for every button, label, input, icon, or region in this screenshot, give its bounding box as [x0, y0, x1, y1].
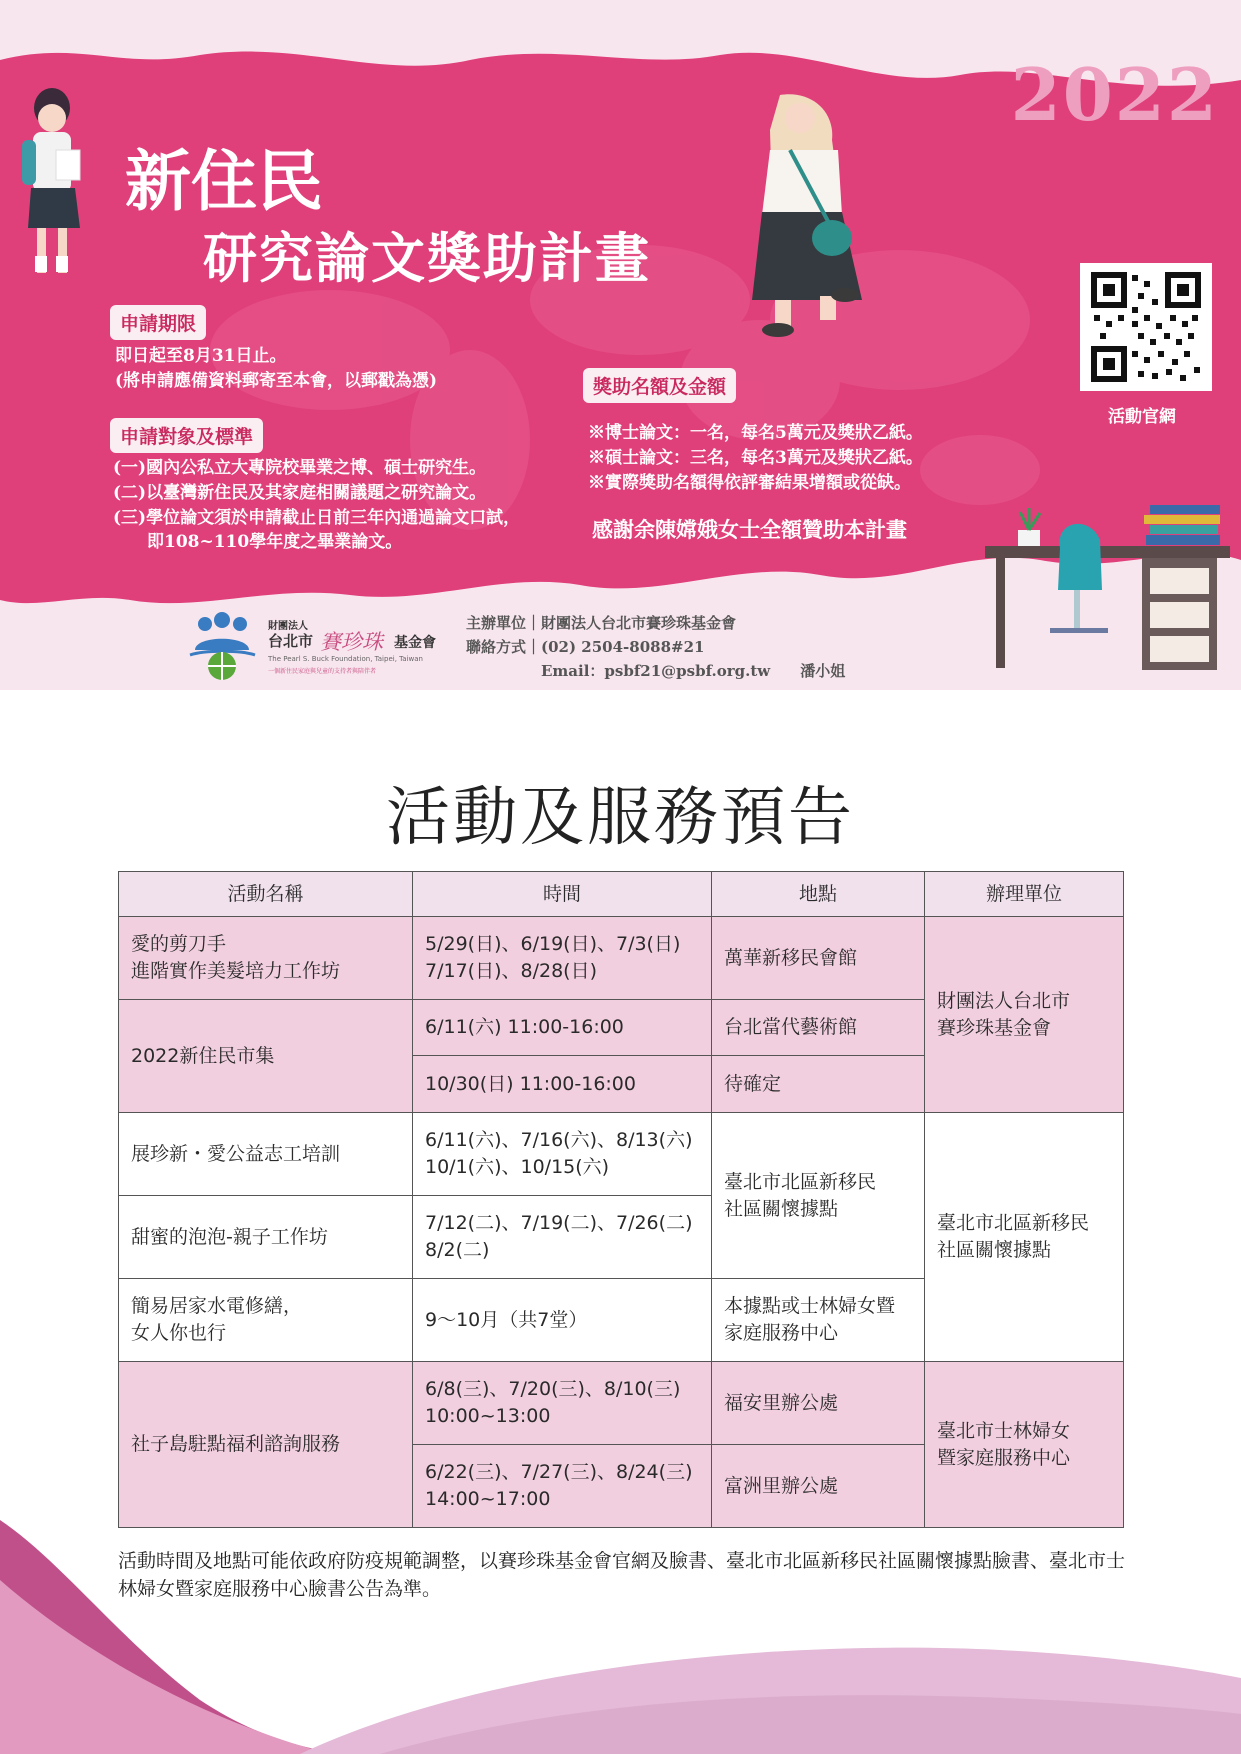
org-script-name: 賽珍珠 [320, 630, 383, 654]
activity-time: 5/29(日)、6/19(日)、7/3(日) 7/17(日)、8/28(日) [413, 917, 712, 1000]
eligibility-line: (二)以臺灣新住民及其家庭相關議題之研究論文。 [113, 483, 487, 503]
table-row [119, 917, 1124, 1000]
activity-name: 愛的剪刀手 進階實作美髮培力工作坊 [119, 917, 413, 1000]
eligibility-tag: 申請對象及標準 [110, 418, 263, 453]
header-activity: 活動名稱 [119, 872, 413, 917]
foundation-logo [185, 610, 260, 682]
activity-time: 6/22(三)、7/27(三)、8/24(三) 14:00~17:00 [413, 1445, 712, 1528]
sponsor-thanks: 感謝余陳嫦娥女士全額贊助本計畫 [592, 518, 907, 542]
activity-time: 6/11(六)、7/16(六)、8/13(六) 10/1(六)、10/15(六) [413, 1113, 712, 1196]
activity-place: 臺北市北區新移民 社區關懷據點 [712, 1113, 925, 1279]
eligibility-line: (一)國內公私立大專院校畢業之博、碩士研究生。 [113, 458, 487, 478]
activity-name: 簡易居家水電修繕， 女人你也行 [119, 1279, 413, 1362]
award-line: ※碩士論文：三名，每名3萬元及獎狀乙紙。 [588, 448, 923, 468]
activity-place: 本據點或士林婦女暨 家庭服務中心 [712, 1279, 925, 1362]
decorative-waves [0, 1500, 1241, 1754]
header-organizer: 辦理單位 [925, 872, 1124, 917]
activity-name: 甜蜜的泡泡-親子工作坊 [119, 1196, 413, 1279]
qr-code[interactable] [1080, 263, 1212, 391]
table-header-row [119, 872, 1124, 917]
foundation-logo-icon [185, 610, 260, 682]
banner-year: 2022 [1010, 52, 1219, 137]
banner [0, 0, 1241, 690]
activity-place: 台北當代藝術館 [712, 1000, 925, 1056]
activity-place: 萬華新移民會館 [712, 917, 925, 1000]
org-english-name: The Pearl S. Buck Foundation, Taipei, Taiwan [268, 655, 423, 663]
activity-place: 富洲里辦公處 [712, 1445, 925, 1528]
table-row [119, 1113, 1124, 1196]
schedule-table [118, 871, 1124, 1528]
email-info[interactable]: Email：psbf21@psbf.org.tw 潘小姐 [541, 662, 846, 680]
host-info: 主辦單位｜財團法人台北市賽珍珠基金會 [466, 614, 737, 632]
apply-period-line: 即日起至8月31日止。 [115, 346, 287, 366]
award-tag: 獎助名額及金額 [583, 368, 736, 403]
header-place: 地點 [712, 872, 925, 917]
schedule-note: 活動時間及地點可能依政府防疫規範調整，以賽珍珠基金會官網及臉書、臺北市北區新移民社區關懷據點臉書、臺北市士林婦女暨家庭服務中心臉書公告為準。 [118, 1550, 1126, 1600]
activity-time: 10/30(日) 11:00-16:00 [413, 1056, 712, 1113]
activity-name: 展珍新・愛公益志工培訓 [119, 1113, 413, 1196]
activity-organizer: 臺北市北區新移民 社區關懷據點 [925, 1113, 1124, 1362]
eligibility-line: 即108~110學年度之畢業論文。 [113, 532, 403, 552]
banner-title-line1: 新住民 [125, 142, 323, 220]
qr-label: 活動官網 [1108, 407, 1176, 427]
org-prefix: 財團法人 [268, 621, 308, 632]
org-suffix: 基金會 [394, 635, 436, 651]
contact-info: 聯絡方式｜(02) 2504-8088#21 [466, 638, 705, 656]
activity-name: 社子島駐點福利諮詢服務 [119, 1362, 413, 1528]
activity-time: 6/8(三)、7/20(三)、8/10(三) 10:00~13:00 [413, 1362, 712, 1445]
activity-time: 9～10月（共7堂） [413, 1279, 712, 1362]
header-time: 時間 [413, 872, 712, 917]
table-row [119, 1362, 1124, 1445]
apply-period-tag: 申請期限 [110, 305, 206, 340]
activity-place: 待確定 [712, 1056, 925, 1113]
qr-code-icon [1080, 263, 1212, 391]
org-slogan: 一個新住民家庭與兒童的支持者與陪伴者 [268, 668, 377, 675]
activity-place: 福安里辦公處 [712, 1362, 925, 1445]
org-city: 台北市 [268, 632, 314, 650]
award-line: ※實際獎助名額得依評審結果增額或從缺。 [588, 473, 911, 493]
activity-organizer: 臺北市士林婦女 暨家庭服務中心 [925, 1362, 1124, 1528]
activity-time: 7/12(二)、7/19(二)、7/26(二) 8/2(二) [413, 1196, 712, 1279]
banner-title-line2: 研究論文獎助計畫 [203, 226, 651, 290]
award-line: ※博士論文：一名，每名5萬元及獎狀乙紙。 [588, 423, 923, 443]
activity-name: 2022新住民市集 [119, 1000, 413, 1113]
activity-organizer: 財團法人台北市 賽珍珠基金會 [925, 917, 1124, 1113]
apply-period-line: (將申請應備資料郵寄至本會，以郵戳為憑) [115, 371, 438, 391]
activity-time: 6/11(六) 11:00-16:00 [413, 1000, 712, 1056]
eligibility-line: (三)學位論文須於申請截止日前三年內通過論文口試， [113, 508, 521, 528]
section-title: 活動及服務預告 [386, 781, 855, 855]
